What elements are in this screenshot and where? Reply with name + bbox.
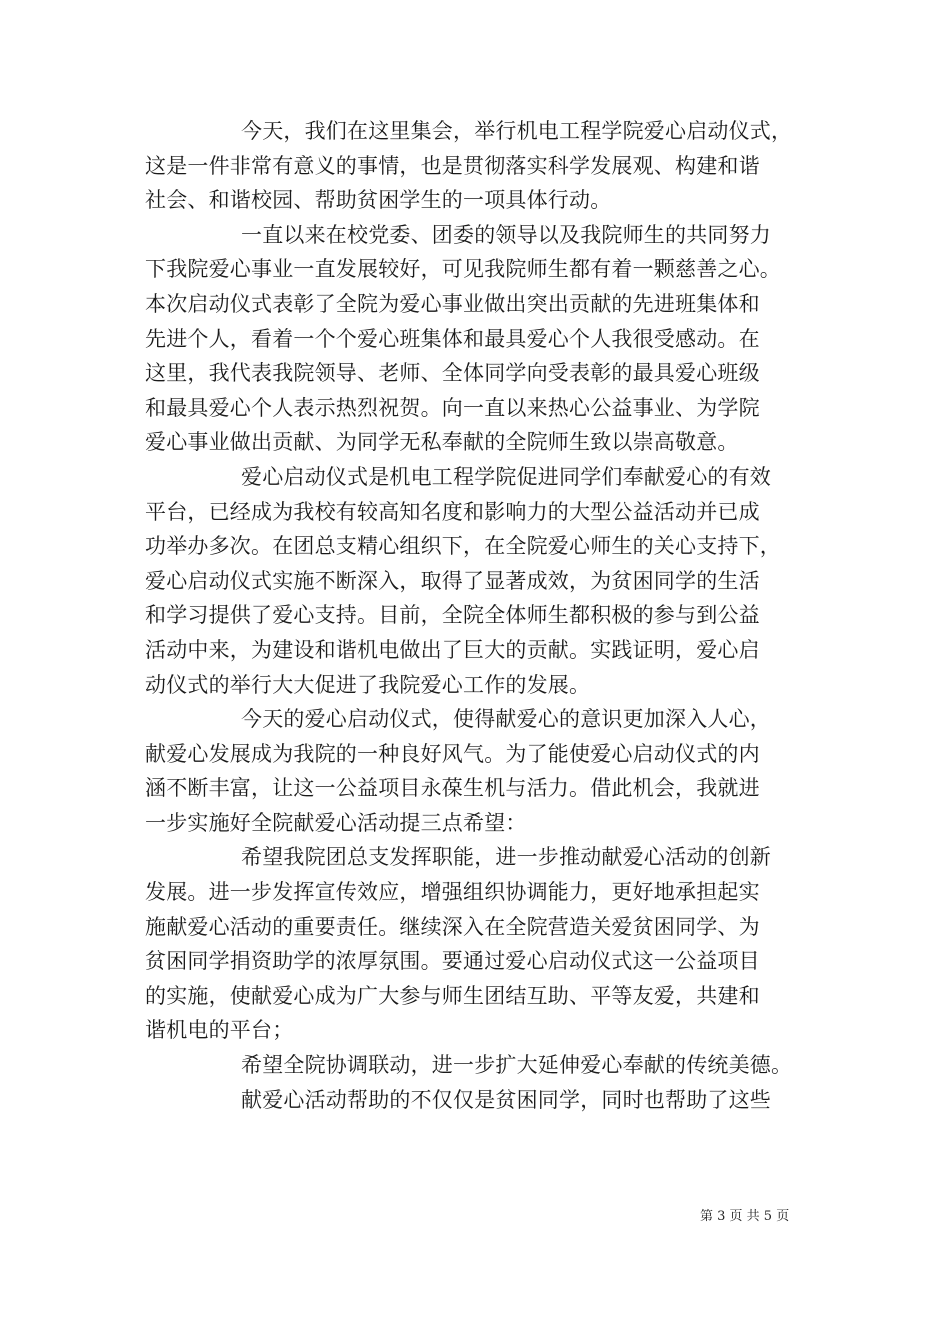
text-line: 这是一件非常有意义的事情，也是贯彻落实科学发展观、构建和谐 [145,153,760,178]
text-line: 爱心启动仪式是机电工程学院促进同学们奉献爱心的有效 [241,464,771,489]
text-line: 今天，我们在这里集会，举行机电工程学院爱心启动仪式， [241,119,793,143]
text-line: 功举办多次。在团总支精心组织下，在全院爱心师生的关心支持下， [145,534,781,559]
paragraph-6 [145,1048,825,1083]
text-line: 活动中来，为建设和谐机电做出了巨大的贡献。实践证明，爱心启 [145,637,760,662]
text-line: 平台，已经成为我校有较高知名度和影响力的大型公益活动并已成 [145,499,760,524]
paragraph-5 [145,840,825,1048]
text-line: 谐机电的平台； [145,1018,294,1043]
text-line: 献爱心发展成为我院的一种良好风气。为了能使爱心启动仪式的内 [145,741,760,766]
text-line: 一步实施好全院献爱心活动提三点希望： [145,810,527,835]
text-line: 献爱心活动帮助的不仅仅是贫困同学，同时也帮助了这些 [241,1087,771,1112]
text-line: 动仪式的举行大大促进了我院爱心工作的发展。 [145,672,591,697]
text-line: 爱心事业做出贡献、为同学无私奉献的全院师生致以崇高敬意。 [145,430,739,455]
page-number-footer: 第 3 页 共 5 页 [700,1209,790,1224]
text-line: 涵不断丰富，让这一公益项目永葆生机与活力。借此机会，我就进 [145,776,760,801]
text-line: 一直以来在校党委、团委的领导以及我院师生的共同努力 [241,222,771,247]
text-line: 施献爱心活动的重要责任。继续深入在全院营造关爱贫困同学、为 [145,914,760,939]
text-line: 这里，我代表我院领导、老师、全体同学向受表彰的最具爱心班级 [145,361,760,386]
text-line: 先进个人，看着一个个爱心班集体和最具爱心个人我很受感动。在 [145,326,760,351]
text-line: 和最具爱心个人表示热烈祝贺。向一直以来热心公益事业、为学院 [145,395,760,420]
text-line: 和学习提供了爱心支持。目前，全院全体师生都积极的参与到公益 [145,603,760,628]
text-line: 发展。进一步发挥宣传效应，增强组织协调能力，更好地承担起实 [145,880,760,905]
document-body [145,114,825,1117]
text-line: 希望我院团总支发挥职能，进一步推动献爱心活动的创新 [241,845,771,870]
text-line: 贫困同学捐资助学的浓厚氛围。要通过爱心启动仪式这一公益项目 [145,949,760,974]
text-line: 本次启动仪式表彰了全院为爱心事业做出突出贡献的先进班集体和 [145,291,760,316]
text-line: 希望全院协调联动，进一步扩大延伸爱心奉献的传统美德。 [241,1053,793,1078]
paragraph-7 [145,1083,825,1118]
text-line: 社会、和谐校园、帮助贫困学生的一项具体行动。 [145,188,612,213]
text-line: 今天的爱心启动仪式，使得献爱心的意识更加深入人心， [241,707,771,732]
text-line: 下我院爱心事业一直发展较好，可见我院师生都有着一颗慈善之心。 [145,257,781,282]
paragraph-4 [145,702,825,840]
text-line: 爱心启动仪式实施不断深入，取得了显著成效，为贫困同学的生活 [145,568,760,593]
paragraph-3 [145,460,825,702]
paragraph-2 [145,218,825,460]
paragraph-1 [145,114,825,218]
text-line: 的实施，使献爱心成为广大参与师生团结互助、平等友爱，共建和 [145,983,760,1008]
